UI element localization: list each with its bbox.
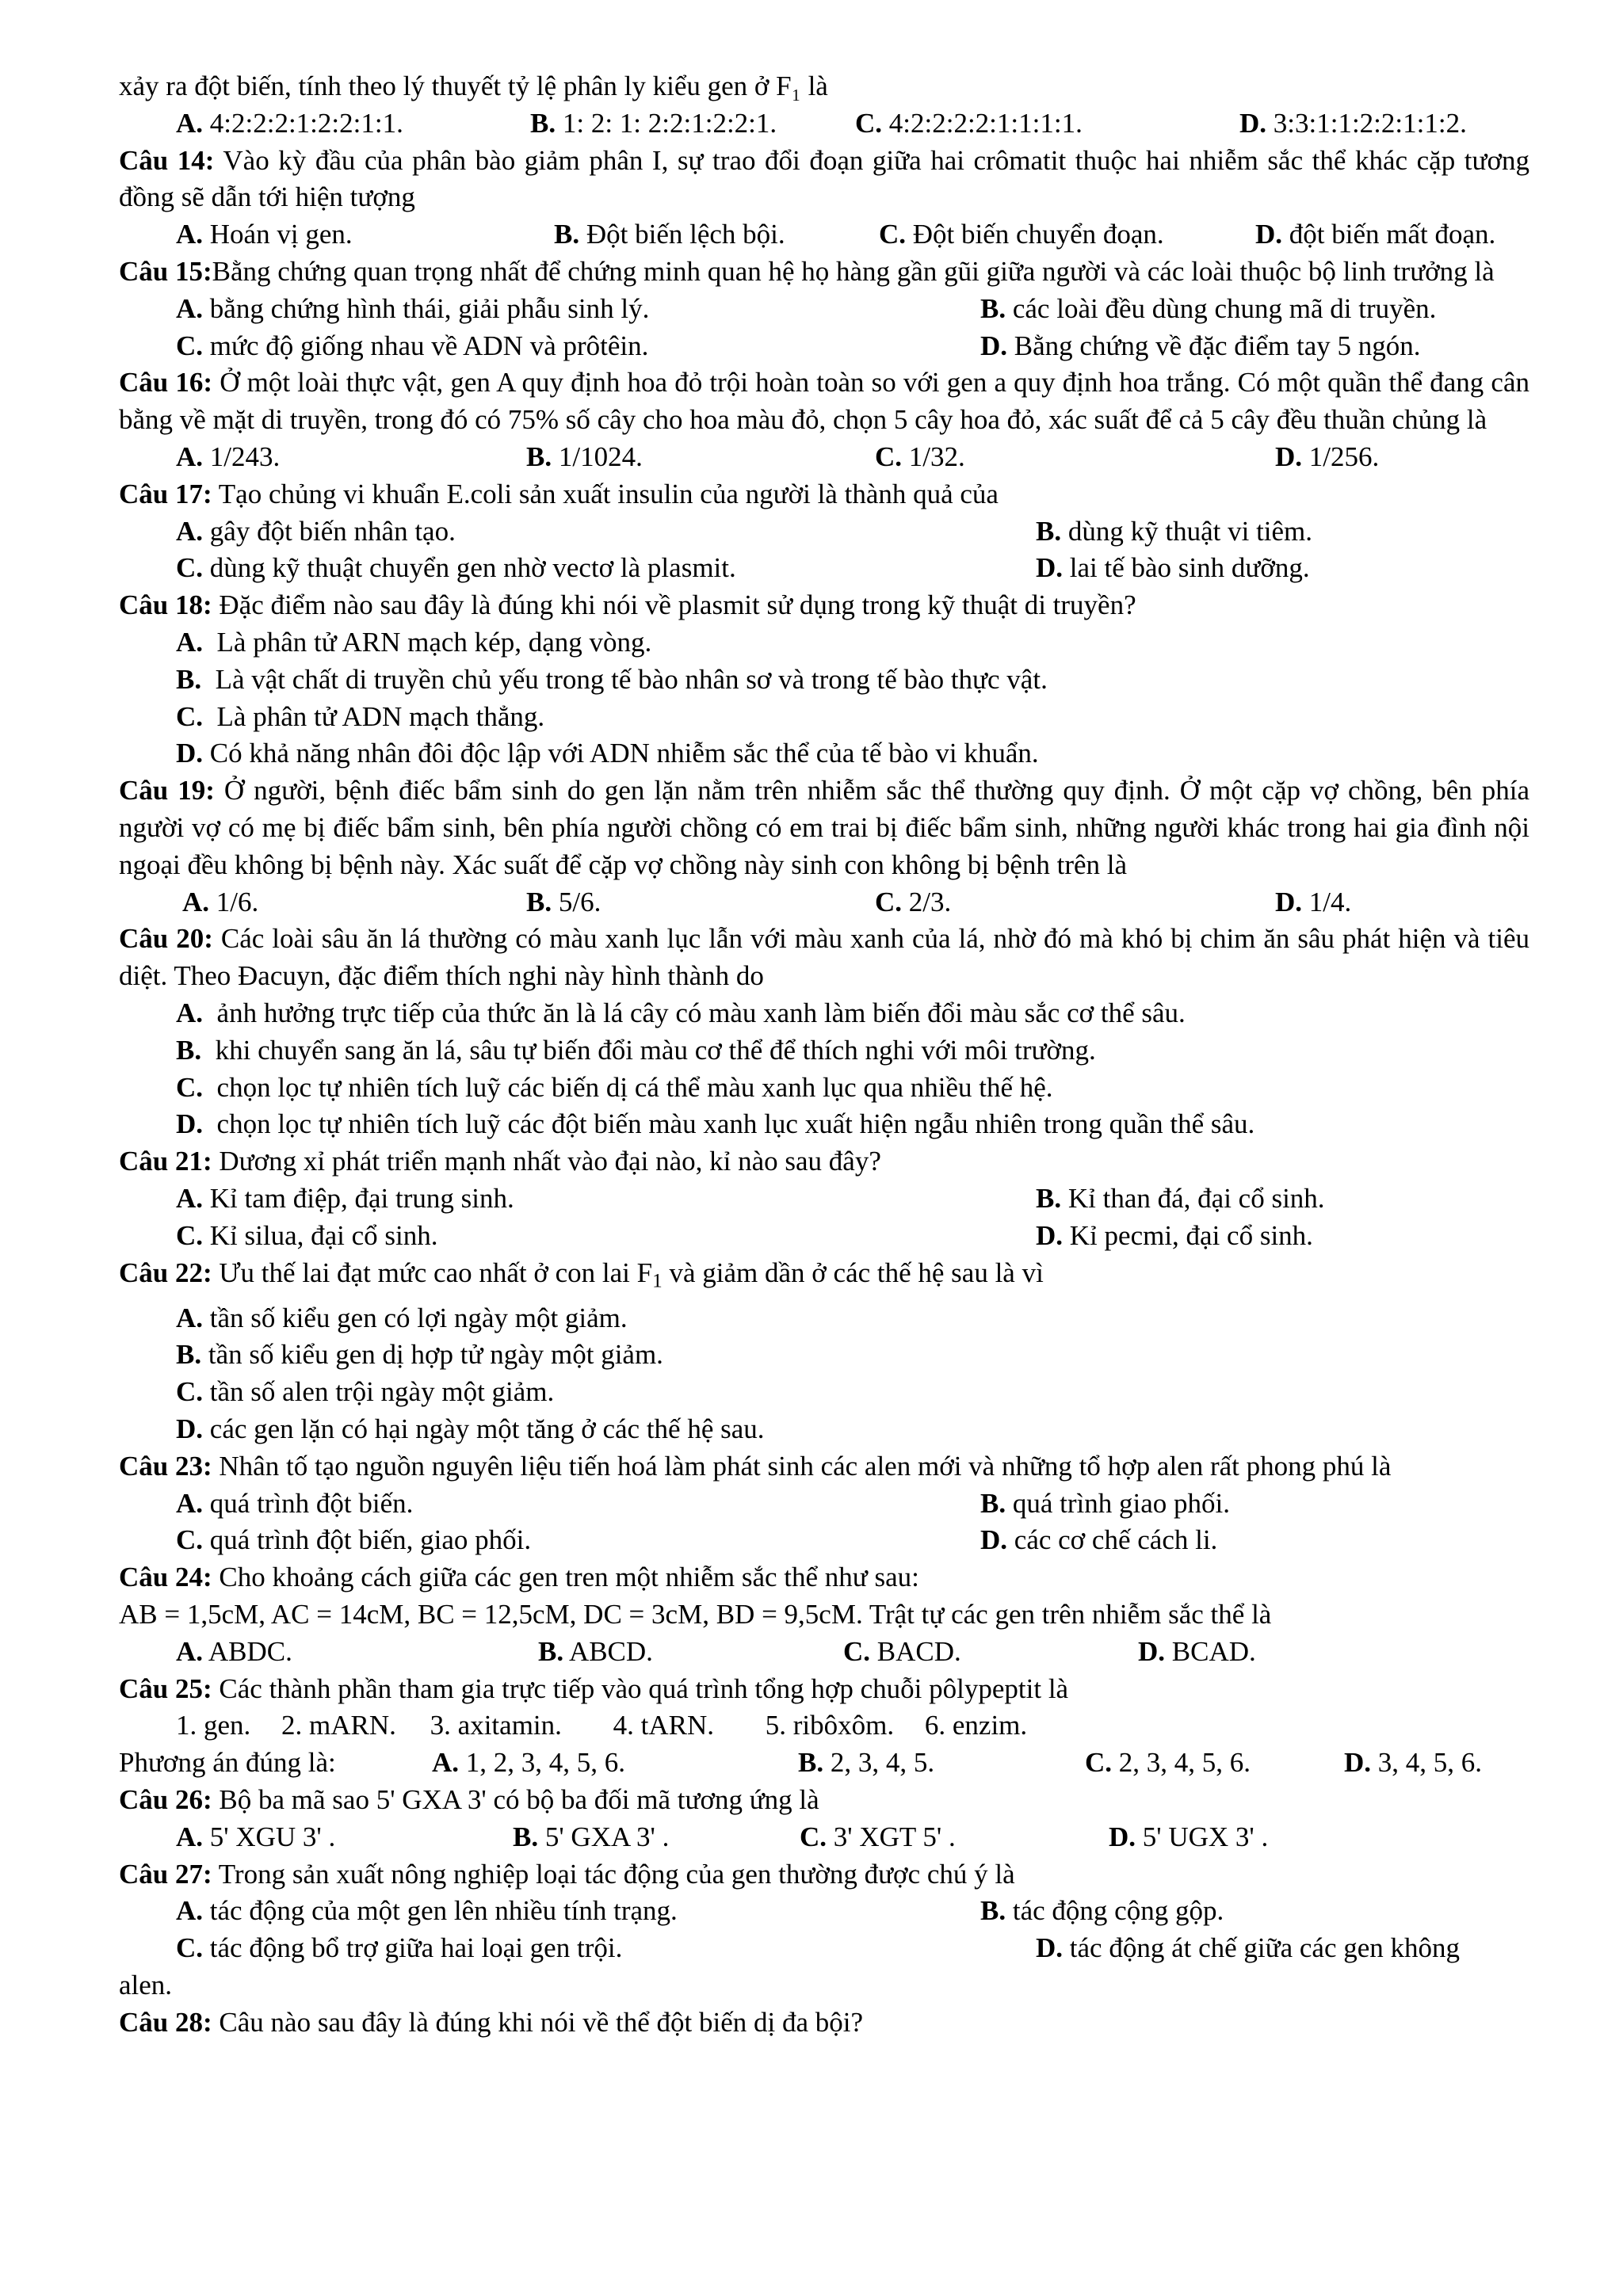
option-b[interactable]: B. tác động cộng gộp. <box>980 1895 1224 1927</box>
answer-prefix: Phương án đúng là: <box>119 1747 336 1779</box>
options-row <box>119 1745 1529 1782</box>
options-row <box>119 1218 1529 1255</box>
options-row <box>119 328 1529 365</box>
option-d[interactable]: D. 1/4. <box>1275 886 1352 917</box>
option-b[interactable]: B. 5/6. <box>526 886 601 917</box>
options-row <box>119 513 1529 551</box>
question-label: Câu 20: <box>119 923 213 955</box>
options-row <box>119 439 1529 476</box>
option-b[interactable]: B. khi chuyển sang ăn lá, sâu tự biến đổi màu cơ thể để thích nghi với môi trường. <box>176 1034 1096 1066</box>
question-label: Câu 27: <box>119 1858 212 1890</box>
option-c[interactable]: C. chọn lọc tự nhiên tích luỹ các biến dị cá thể màu xanh lục qua nhiều thế hệ. <box>176 1071 1053 1103</box>
question-19 <box>119 772 1529 921</box>
option-d[interactable]: D. 1/256. <box>1275 441 1380 472</box>
option-c[interactable]: C. BACD. <box>843 1635 961 1667</box>
option-b[interactable]: B. Kỉ than đá, đại cổ sinh. <box>1036 1182 1325 1214</box>
option-c[interactable]: C. mức độ giống nhau về ADN và prôtêin. <box>176 330 649 361</box>
question-label: Câu 24: <box>119 1562 212 1593</box>
option-c[interactable]: C. Kỉ silua, đại cổ sinh. <box>176 1219 438 1251</box>
list-item: 4. tARN. <box>613 1710 715 1741</box>
question-17 <box>119 476 1529 587</box>
question-18 <box>119 587 1529 772</box>
question-label: Câu 18: <box>119 589 212 621</box>
option-a[interactable]: A. ABDC. <box>176 1635 292 1667</box>
option-d[interactable]: D. tác động át chế giữa các gen không <box>1036 1932 1461 1964</box>
option-d[interactable]: D. Kỉ pecmi, đại cổ sinh. <box>1036 1219 1313 1251</box>
question-label: Câu 26: <box>119 1783 212 1815</box>
question-label: Câu 21: <box>119 1146 212 1177</box>
option-c[interactable]: C. 1/32. <box>875 441 965 472</box>
question-label: Câu 23: <box>119 1450 212 1482</box>
option-d[interactable]: D. các gen lặn có hại ngày một tăng ở các thế hệ sau. <box>176 1413 765 1444</box>
option-b[interactable]: B. các loài đều dùng chung mã di truyền. <box>980 292 1437 324</box>
question-stem: Câu 16: Ở một loài thực vật, gen A quy định hoa đỏ trội hoàn toàn so với gen a quy định hoa trắng. Có một quần thể đang cân bằng về mặt di truyền, trong đó có 75% số cây cho hoa màu đỏ, chọn 5 cây hoa đỏ, xác suất để cả 5 cây đều thuần chủng là <box>119 367 1529 436</box>
option-c[interactable]: C. dùng kỹ thuật chuyển gen nhờ vectơ là plasmit. <box>176 552 736 584</box>
option-d[interactable]: D. 3:3:1:1:2:2:1:1:2. <box>1239 107 1467 139</box>
question-14 <box>119 143 1529 254</box>
question-23 <box>119 1448 1529 1559</box>
question-stem: Câu 27: Trong sản xuất nông nghiệp loại tác động của gen thường được chú ý là <box>119 1858 1015 1890</box>
option-d[interactable]: D. BCAD. <box>1138 1635 1256 1667</box>
option-b[interactable]: B. dùng kỹ thuật vi tiêm. <box>1036 515 1313 547</box>
options-row <box>119 884 1529 921</box>
option-a[interactable]: A. 1/243. <box>176 441 281 472</box>
options-row <box>119 291 1529 328</box>
option-a[interactable]: A. bằng chứng hình thái, giải phẫu sinh lý. <box>176 292 650 324</box>
component-list <box>119 1707 1529 1745</box>
option-d[interactable]: D. lai tế bào sinh dưỡng. <box>1036 552 1310 584</box>
question-stem: Câu 26: Bộ ba mã sao 5' GXA 3' có bộ ba đối mã tương ứng là <box>119 1783 819 1815</box>
option-c[interactable]: C. quá trình đột biến, giao phối. <box>176 1524 532 1556</box>
option-a[interactable]: A. 4:2:2:2:1:2:2:1:1. <box>176 107 403 139</box>
question-label: Câu 17: <box>119 478 212 509</box>
question-28 <box>119 2004 1529 2042</box>
option-b[interactable]: B. tần số kiểu gen dị hợp tử ngày một giảm. <box>176 1339 663 1371</box>
option-c[interactable]: C. Là phân tử ADN mạch thẳng. <box>176 700 545 732</box>
list-item: 5. ribôxôm. <box>765 1710 895 1741</box>
option-a[interactable]: A. Hoán vị gen. <box>176 219 353 250</box>
option-d[interactable]: D. 3, 4, 5, 6. <box>1344 1747 1483 1779</box>
question-stem: Câu 14: Vào kỳ đầu của phân bào giảm phân I, sự trao đổi đoạn giữa hai crômatit thuộc hai nhiễm sắc thể khác cặp tương đồng sẽ dẫn tới hiện tượng <box>119 144 1529 213</box>
option-c[interactable]: C. 4:2:2:2:2:1:1:1:1. <box>855 107 1083 139</box>
question-16 <box>119 364 1529 475</box>
option-a[interactable]: A. quá trình đột biến. <box>176 1487 414 1519</box>
gene-distances: AB = 1,5cM, AC = 14cM, BC = 12,5cM, DC = 3cM, BD = 9,5cM. Trật tự các gen trên nhiễm sắc thể là <box>119 1598 1272 1630</box>
question-27 <box>119 1856 1529 2004</box>
option-d[interactable]: D. các cơ chế cách li. <box>980 1524 1218 1556</box>
option-d[interactable]: D. chọn lọc tự nhiên tích luỹ các đột biến màu xanh lục xuất hiện ngẫu nhiên trong quần thể sâu. <box>176 1108 1255 1140</box>
list-item: 2. mARN. <box>281 1710 396 1741</box>
option-d[interactable]: D. Có khả năng nhân đôi độc lập với ADN nhiễm sắc thể của tế bào vi khuẩn. <box>176 738 1039 769</box>
question-stem: Câu 25: Các thành phần tham gia trực tiếp vào quá trình tổng hợp chuỗi pôlypeptit là <box>119 1672 1069 1704</box>
option-b[interactable]: B. ABCD. <box>538 1635 653 1667</box>
option-c[interactable]: C. 2, 3, 4, 5, 6. <box>1085 1747 1251 1779</box>
options-row <box>119 1180 1529 1218</box>
question-22 <box>119 1255 1529 1448</box>
question-stem: xảy ra đột biến, tính theo lý thuyết tỷ lệ phân ly kiểu gen ở F₁ là <box>119 71 828 101</box>
option-d-continued: alen. <box>119 1969 173 2000</box>
options-row <box>119 1930 1529 1967</box>
option-a[interactable]: A. 1/6. <box>182 886 259 917</box>
options-row <box>119 1486 1529 1523</box>
list-item: 1. gen. <box>176 1710 251 1741</box>
options-row <box>119 105 1529 143</box>
options-row <box>119 1819 1529 1856</box>
question-stem: Câu 24: Cho khoảng cách giữa các gen tren một nhiễm sắc thể như sau: <box>119 1562 919 1593</box>
option-a[interactable]: A. tần số kiểu gen có lợi ngày một giảm. <box>176 1302 628 1333</box>
question-label: Câu 22: <box>119 1257 212 1288</box>
option-d[interactable]: D. Bằng chứng về đặc điểm tay 5 ngón. <box>980 330 1421 361</box>
option-c[interactable]: C. 2/3. <box>875 886 952 917</box>
option-d[interactable]: D. đột biến mất đoạn. <box>1255 219 1496 250</box>
question-label: Câu 16: <box>119 367 213 399</box>
list-item: 3. axitamin. <box>430 1710 562 1741</box>
question-stem: Câu 23: Nhân tố tạo nguồn nguyên liệu tiến hoá làm phát sinh các alen mới và những tổ hợp alen rất phong phú là <box>119 1450 1392 1482</box>
question-stem: Câu 21: Dương xỉ phát triển mạnh nhất vào đại nào, kỉ nào sau đây? <box>119 1146 881 1177</box>
option-b[interactable]: B. quá trình giao phối. <box>980 1487 1230 1519</box>
question-20 <box>119 921 1529 1143</box>
option-b[interactable]: B. Là vật chất di truyền chủ yếu trong tế bào nhân sơ và trong tế bào thực vật. <box>176 663 1048 695</box>
option-a[interactable]: A. tác động của một gen lên nhiều tính trạng. <box>176 1895 678 1927</box>
question-stem: Câu 19: Ở người, bệnh điếc bẩm sinh do gen lặn nằm trên nhiễm sắc thể thường quy định. Ở một cặp vợ chồng, bên phía người vợ có mẹ bị điếc bẩm sinh, bên phía người chồng có em trai bị điếc bẩm sinh, những người khác trong hai gia đình nội ngoại đều không bị bệnh này. Xác suất để cặp vợ chồng này sinh con không bị bệnh trên là <box>119 775 1529 880</box>
question-label: Câu 14: <box>119 144 215 176</box>
question-label: Câu 28: <box>119 2006 212 2038</box>
question-label: Câu 19: <box>119 775 215 807</box>
option-b[interactable]: B. 1/1024. <box>526 441 643 472</box>
option-a[interactable]: A. gây đột biến nhân tạo. <box>176 515 456 547</box>
options-row <box>119 216 1529 254</box>
question-stem: Câu 22: Ưu thế lai đạt mức cao nhất ở con lai $F_1$ và giảm dần ở các thế hệ sau là vì <box>119 1257 1044 1291</box>
option-a[interactable]: A. Kỉ tam điệp, đại trung sinh. <box>176 1182 514 1214</box>
options-row <box>119 1522 1529 1559</box>
list-item: 6. enzim. <box>924 1710 1028 1741</box>
question-21 <box>119 1143 1529 1254</box>
option-a[interactable]: A. Là phân tử ARN mạch kép, dạng vòng. <box>176 626 652 658</box>
option-b[interactable]: B. Đột biến lệch bội. <box>554 219 785 250</box>
options-row <box>119 550 1529 587</box>
question-stem: Câu 17: Tạo chủng vi khuẩn E.coli sản xuất insulin của người là thành quả của <box>119 478 999 509</box>
question-15 <box>119 254 1529 364</box>
options-row <box>119 1893 1529 1930</box>
question-label: Câu 25: <box>119 1672 212 1704</box>
option-c[interactable]: C. tần số alen trội ngày một giảm. <box>176 1376 555 1408</box>
option-a[interactable]: A. ảnh hưởng trực tiếp của thức ăn là lá cây có màu xanh làm biến đổi màu sắc cơ thể sâu. <box>176 997 1186 1028</box>
option-b[interactable]: B. 5' GXA 3' . <box>513 1821 670 1852</box>
option-c[interactable]: C. tác động bổ trợ giữa hai loại gen trội. <box>176 1932 623 1964</box>
question-24 <box>119 1559 1529 1670</box>
option-b[interactable]: B. 2, 3, 4, 5. <box>798 1747 935 1779</box>
question-stem: Câu 18: Đặc điểm nào sau đây là đúng khi nói về plasmit sử dụng trong kỹ thuật di truyền? <box>119 589 1136 621</box>
question-stem: Câu 15:Bằng chứng quan trọng nhất để chứng minh quan hệ họ hàng gần gũi giữa người và các loài thuộc bộ linh trưởng là <box>119 255 1495 287</box>
question-26 <box>119 1782 1529 1856</box>
option-d[interactable]: D. 5' UGX 3' . <box>1109 1821 1269 1852</box>
question-label: Câu 15: <box>119 255 212 287</box>
question-25 <box>119 1671 1529 1782</box>
option-c[interactable]: C. 3' XGT 5' . <box>800 1821 956 1852</box>
option-b[interactable]: B. 1: 2: 1: 2:2:1:2:2:1. <box>530 107 777 139</box>
question-stem: Câu 20: Các loài sâu ăn lá thường có màu xanh lục lẫn với màu xanh của lá, nhờ đó mà khó bị chim ăn sâu phát hiện và tiêu diệt. Theo Đacuyn, đặc điểm thích nghi này hình thành do <box>119 923 1530 992</box>
question-13-tail <box>119 68 1529 143</box>
options-row <box>119 1634 1529 1671</box>
option-c[interactable]: C. Đột biến chuyển đoạn. <box>879 219 1164 250</box>
option-a[interactable]: A. 1, 2, 3, 4, 5, 6. <box>432 1747 626 1779</box>
option-a[interactable]: A. 5' XGU 3' . <box>176 1821 336 1852</box>
question-stem: Câu 28: Câu nào sau đây là đúng khi nói về thể đột biến dị đa bội? <box>119 2006 864 2038</box>
